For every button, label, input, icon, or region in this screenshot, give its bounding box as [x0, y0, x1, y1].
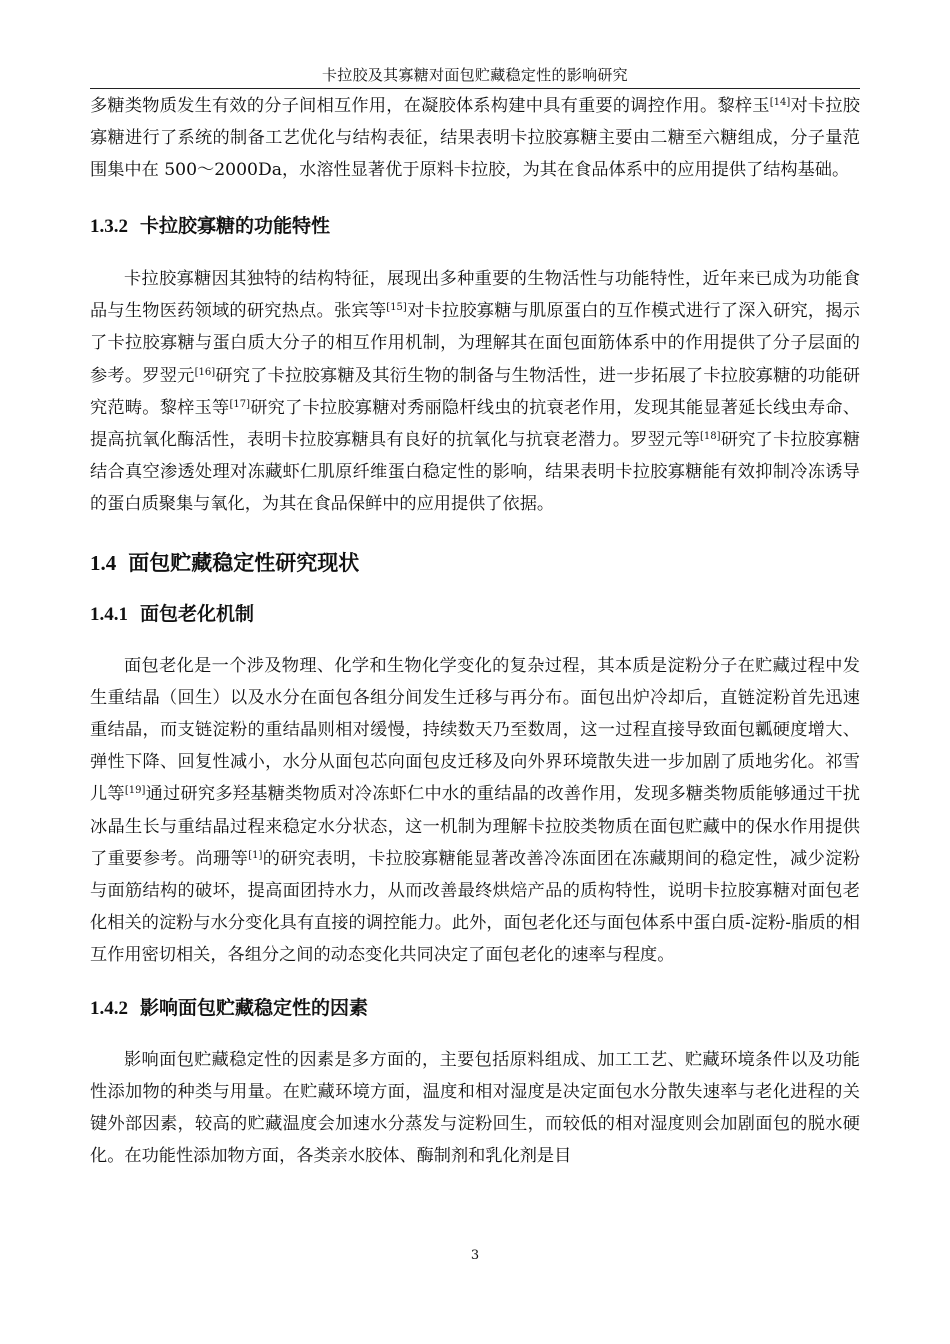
- section-title: 面包老化机制: [140, 603, 255, 626]
- section-number: 1.4.2: [90, 997, 128, 1019]
- section-heading-1-4-1: [90, 601, 860, 628]
- section-number: 1.4.1: [90, 604, 128, 626]
- running-header: 卡拉胶及其寡糖对面包贮藏稳定性的影响研究: [321, 66, 628, 84]
- section-heading-1-3-2: [90, 213, 860, 240]
- citation: [17]: [229, 398, 250, 410]
- citation: [15]: [386, 302, 407, 314]
- citation: [1]: [248, 849, 263, 861]
- section-title: 面包贮藏稳定性研究现状: [128, 551, 360, 576]
- paragraph-stability-factors: 影响面包贮藏稳定性的因素是多方面的，主要包括原料组成、加工工艺、贮藏环境条件以及功能性添加物的种类与用量。在贮藏环境方面，温度和相对湿度是决定面包水分散失速率与老化进程的关键外部因素，较高的贮藏温度会加速水分蒸发与淀粉回生，而较低的相对湿度则会加剧面包的脱水硬化。在功能性添加物方面，各类亲水胶体、酶制剂和乳化剂是目: [90, 1049, 860, 1167]
- section-title: 卡拉胶寡糖的功能特性: [140, 215, 331, 238]
- page-number: 3: [470, 1248, 480, 1263]
- page-content: [90, 90, 860, 1172]
- section-heading-1-4: [90, 549, 860, 577]
- citation: [18]: [700, 430, 721, 442]
- section-heading-1-4-2: [90, 995, 860, 1022]
- section-number: 1.3.2: [90, 216, 128, 238]
- section-number: 1.4: [90, 551, 117, 576]
- paragraph-gel-regulation: 多糖类物质发生有效的分子间相互作用，在凝胶体系构建中具有重要的调控作用。黎梓玉[14]对卡拉胶寡糖进行了系统的制备工艺优化与结构表征，结果表明卡拉胶寡糖主要由二糖至六糖组成，分子量范围集中在 500～2000Da，水溶性显著优于原料卡拉胶，为其在食品体系中的应用提供了结构基础。: [90, 96, 860, 181]
- citation: [14]: [769, 97, 791, 108]
- citation: [19]: [124, 785, 146, 797]
- citation: [16]: [194, 366, 216, 378]
- section-title: 影响面包贮藏稳定性的因素: [140, 996, 369, 1019]
- paragraph-staling-mechanism: 面包老化是一个涉及物理、化学和生物化学变化的复杂过程，其本质是淀粉分子在贮藏过程中发生重结晶（回生）以及水分在面包各组分间发生迁移与再分布。面包出炉冷却后，直链淀粉首先迅速重结晶，而支链淀粉的重结晶则相对缓慢，持续数天乃至数周，这一过程直接导致面包瓤硬度增大、弹性下降、回复性减小，水分从面包芯向面包皮迁移及向外界环境散失进一步加剧了质地劣化。祁雪儿等[19]通过研究多羟基糖类物质对冷冻虾仁中水的重结晶的改善作用，发现多糖类物质能够通过干扰冰晶生长与重结晶过程来稳定水分状态，这一机制为理解卡拉胶类物质在面包贮藏中的保水作用提供了重要参考。尚珊等[1]的研究表明，卡拉胶寡糖能显著改善冷冻面团在冻藏期间的稳定性，减少淀粉与面筋结构的破坏，提高面团持水力，从而改善最终烘焙产品的质构特性，说明卡拉胶寡糖对面包老化相关的淀粉与水分变化具有直接的调控能力。此外，面包老化还与面包体系中蛋白质-淀粉-脂质的相互作用密切相关，各组分之间的动态变化共同决定了面包老化的速率与程度。: [90, 656, 860, 965]
- header-rule: [90, 88, 860, 89]
- paragraph-functional-properties: 卡拉胶寡糖因其独特的结构特征，展现出多种重要的生物活性与功能特性，近年来已成为功能食品与生物医药领域的研究热点。张宾等[15]对卡拉胶寡糖与肌原蛋白的互作模式进行了深入研究，揭示了卡拉胶寡糖与蛋白质大分子的相互作用机制，为理解其在面包面筋体系中的作用提供了分子层面的参考。罗翌元[16]研究了卡拉胶寡糖及其衍生物的制备与生物活性，进一步拓展了卡拉胶寡糖的功能研究范畴。黎梓玉等[17]研究了卡拉胶寡糖对秀丽隐杆线虫的抗衰老作用，发现其能显著延长线虫寿命、提高抗氧化酶活性，表明卡拉胶寡糖具有良好的抗氧化与抗衰老潜力。罗翌元等[18]研究了卡拉胶寡糖结合真空渗透处理对冻藏虾仁肌原纤维蛋白稳定性的影响，结果表明卡拉胶寡糖能有效抑制冷冻诱导的蛋白质聚集与氧化，为其在食品保鲜中的应用提供了依据。: [90, 269, 860, 514]
